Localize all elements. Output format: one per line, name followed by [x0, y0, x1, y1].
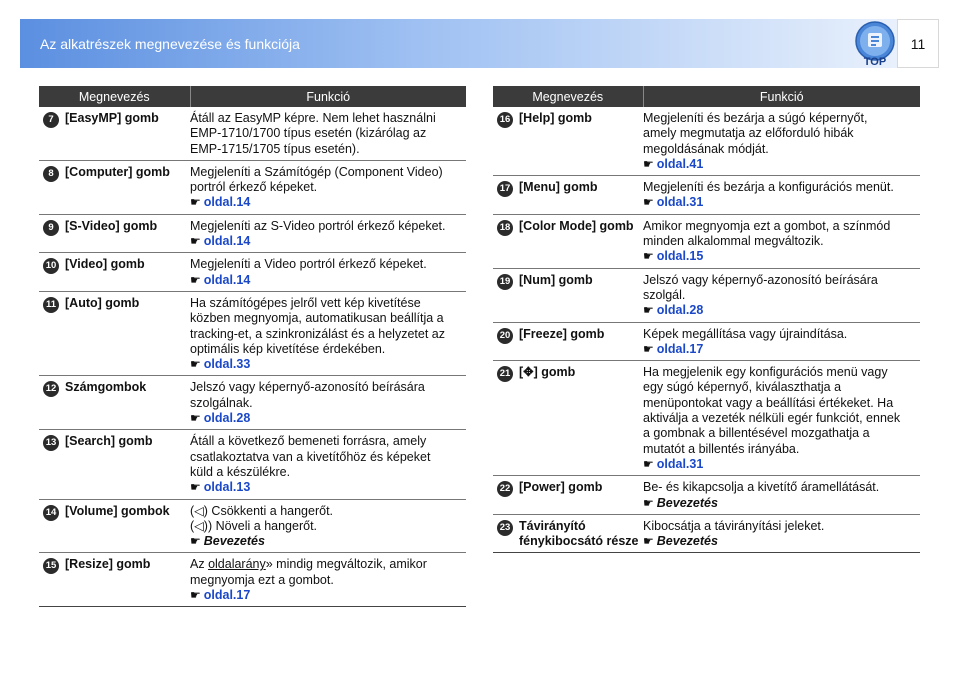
component-name: [S-Video] gomb: [65, 214, 190, 253]
table-row: [39, 160, 466, 214]
component-function: [643, 214, 920, 268]
function-line: amely megmutatja az előforduló hibák: [643, 126, 854, 141]
component-function: [190, 107, 466, 160]
component-function: [643, 268, 920, 322]
page-reference[interactable]: [643, 303, 918, 318]
function-line: megoldásának módját.: [643, 141, 769, 156]
row-number-cell: [39, 553, 65, 607]
item-number-badge: 23: [497, 520, 513, 536]
page-number: 11: [897, 19, 939, 68]
pointing-hand-icon: ☛: [190, 357, 201, 372]
function-line: [190, 557, 464, 572]
page-link[interactable]: oldal.14: [203, 234, 251, 249]
function-line: optimális kép kivetítése érdekében.: [190, 341, 386, 356]
component-name: [Help] gomb: [519, 107, 643, 176]
column-header-function: Funkció: [643, 86, 920, 107]
component-name: [Freeze] gomb: [519, 322, 643, 361]
function-line: menüpontokat vagy a beállítási értékeket. Ha: [643, 395, 894, 410]
pointing-hand-icon: ☛: [643, 495, 654, 510]
table-row: [39, 499, 466, 553]
row-number-cell: [493, 176, 519, 215]
function-line: EMP-1710/1700 típus esetén (kizárólag az: [190, 126, 427, 141]
page-reference[interactable]: [190, 480, 464, 495]
page-reference[interactable]: [190, 411, 464, 426]
table-row: [493, 107, 920, 176]
component-function: [190, 499, 466, 553]
function-line: szolgálnak.: [190, 395, 253, 410]
page-link[interactable]: oldal.31: [656, 195, 704, 210]
function-line: Kibocsátja a távirányítási jeleket.: [643, 518, 825, 533]
page-title: Az alkatrészek megnevezése és funkciója: [40, 36, 300, 52]
component-name: [Color Mode] gomb: [519, 214, 643, 268]
document-reference[interactable]: [643, 496, 918, 511]
page-reference[interactable]: [643, 457, 918, 472]
item-number-badge: 8: [43, 166, 59, 182]
pointing-hand-icon: ☛: [190, 588, 201, 603]
function-line: EMP-1715/1705 típus esetén).: [190, 141, 360, 156]
row-number-cell: [493, 107, 519, 176]
function-line: minden alkalommal megváltozik.: [643, 234, 824, 249]
page-link[interactable]: oldal.15: [656, 249, 704, 264]
component-name: [Search] gomb: [65, 430, 190, 499]
row-number-cell: [493, 214, 519, 268]
row-number-cell: [39, 253, 65, 292]
row-number-cell: [493, 361, 519, 476]
page-link[interactable]: oldal.14: [203, 195, 251, 210]
component-function: [190, 160, 466, 214]
function-line: szolgál.: [643, 287, 686, 302]
function-line: küld a készülékre.: [190, 464, 291, 479]
page-link[interactable]: oldal.13: [203, 480, 251, 495]
document-reference[interactable]: [190, 534, 464, 549]
row-number-cell: [493, 476, 519, 515]
glossary-link[interactable]: oldalarány: [208, 557, 266, 572]
component-name: [✥] gomb: [519, 361, 643, 476]
component-function: [190, 430, 466, 499]
pointing-hand-icon: ☛: [190, 234, 201, 249]
page-link[interactable]: oldal.14: [203, 272, 251, 287]
table-row: [493, 176, 920, 215]
component-function: [190, 553, 466, 607]
function-line: Megjeleníti a Számítógép (Component Video): [190, 164, 443, 179]
item-number-badge: 12: [43, 381, 59, 397]
function-line: Képek megállítása vagy újraindítása.: [643, 326, 848, 341]
function-line: közben megnyomja, automatikusan beállítja a: [190, 311, 444, 326]
guide-link[interactable]: Bevezetés: [656, 534, 718, 549]
left-component-table: [39, 86, 466, 607]
pointing-hand-icon: ☛: [190, 534, 201, 549]
item-number-badge: 18: [497, 220, 513, 236]
function-line: egy súgó képernyő, kiválaszthatja a: [643, 380, 842, 395]
item-number-badge: 10: [43, 258, 59, 274]
row-number-cell: [39, 160, 65, 214]
function-line: mutatót a billentés irányába.: [643, 441, 800, 456]
row-number-cell: [493, 322, 519, 361]
function-text: Az: [190, 557, 209, 572]
component-name: [Resize] gomb: [65, 553, 190, 607]
column-header-name: Megnevezés: [39, 86, 190, 107]
item-number-badge: 16: [497, 112, 513, 128]
guide-link[interactable]: Bevezetés: [656, 495, 718, 510]
row-number-cell: [493, 268, 519, 322]
page-link[interactable]: oldal.41: [656, 156, 704, 171]
row-number-cell: [39, 499, 65, 553]
item-number-badge: 15: [43, 558, 59, 574]
page-link[interactable]: oldal.28: [656, 303, 704, 318]
document-reference[interactable]: [643, 534, 918, 549]
component-function: [643, 361, 920, 476]
row-number-cell: [39, 430, 65, 499]
pointing-hand-icon: ☛: [643, 195, 654, 210]
function-line: (◁) Csökkenti a hangerőt.: [190, 503, 334, 518]
function-line: aktiválja a vezeték nélküli egér funkciót, ennek: [643, 411, 901, 426]
component-name: [Menu] gomb: [519, 176, 643, 215]
column-header-function: Funkció: [190, 86, 466, 107]
table-row: [39, 253, 466, 292]
function-line: Megjeleníti és bezárja a konfigurációs menüt.: [643, 180, 894, 195]
component-name: [EasyMP] gomb: [65, 107, 190, 160]
row-number-cell: [39, 107, 65, 160]
page-reference[interactable]: [643, 157, 918, 172]
component-function: [190, 214, 466, 253]
item-number-badge: 17: [497, 181, 513, 197]
component-function: [643, 107, 920, 176]
page-reference[interactable]: [643, 195, 918, 210]
pointing-hand-icon: ☛: [643, 534, 654, 549]
component-function: [643, 514, 920, 553]
component-function: [190, 253, 466, 292]
pointing-hand-icon: ☛: [643, 156, 654, 171]
table-row: [39, 376, 466, 430]
page-link[interactable]: oldal.17: [203, 588, 251, 603]
pointing-hand-icon: ☛: [643, 341, 654, 356]
table-row: [39, 214, 466, 253]
pointing-hand-icon: ☛: [643, 456, 654, 471]
row-number-cell: [493, 514, 519, 553]
component-name: [Auto] gomb: [65, 291, 190, 375]
function-line: Jelszó vagy képernyő-azonosító beírására: [190, 380, 425, 395]
right-component-table: [493, 86, 920, 553]
component-function: [190, 291, 466, 375]
table-row: [493, 514, 920, 553]
page-reference[interactable]: [190, 357, 464, 372]
page-reference[interactable]: [190, 195, 464, 210]
table-row: [39, 107, 466, 160]
column-header-name: Megnevezés: [493, 86, 643, 107]
pointing-hand-icon: ☛: [190, 480, 201, 495]
component-name: Távirányító fénykibocsátó része: [519, 514, 643, 553]
item-number-badge: 13: [43, 435, 59, 451]
component-function: [643, 176, 920, 215]
component-function: [643, 476, 920, 515]
component-name: [Video] gomb: [65, 253, 190, 292]
function-line: Megjeleníti és bezárja a súgó képernyőt,: [643, 111, 868, 125]
component-name: [Computer] gomb: [65, 160, 190, 214]
item-number-badge: 20: [497, 328, 513, 344]
table-row: [493, 476, 920, 515]
page-reference[interactable]: [190, 234, 464, 249]
function-line: portról érkező képeket.: [190, 180, 318, 195]
page-reference[interactable]: [190, 273, 464, 288]
table-row: [493, 268, 920, 322]
item-number-badge: 9: [43, 220, 59, 236]
table-row: [493, 322, 920, 361]
function-line: Jelszó vagy képernyő-azonosító beírására: [643, 272, 878, 287]
page-reference[interactable]: [643, 249, 918, 264]
row-number-cell: [39, 291, 65, 375]
function-line: Be- és kikapcsolja a kivetítő áramellátását.: [643, 480, 880, 495]
function-line: Átáll az EasyMP képre. Nem lehet használni: [190, 111, 436, 125]
component-function: [643, 322, 920, 361]
pointing-hand-icon: ☛: [643, 249, 654, 264]
component-name: [Num] gomb: [519, 268, 643, 322]
row-number-cell: [39, 214, 65, 253]
function-line: megnyomja ezt a gombot.: [190, 572, 334, 587]
function-line: tracking-et, a szinkronizálást és a helyzetet az: [190, 326, 445, 341]
function-line: Ha megjelenik egy konfigurációs menü vagy: [643, 365, 888, 380]
function-line: Megjeleníti a Video portról érkező képeket.: [190, 257, 427, 272]
page-link[interactable]: oldal.31: [656, 456, 704, 471]
table-row: [493, 214, 920, 268]
page-link[interactable]: oldal.33: [203, 357, 251, 372]
function-text: » mindig megváltozik, amikor: [265, 557, 427, 572]
pointing-hand-icon: ☛: [190, 195, 201, 210]
page-reference[interactable]: [190, 588, 464, 603]
top-home-icon[interactable]: [852, 19, 898, 67]
function-line: Megjeleníti az S-Video portról érkező képeket.: [190, 218, 446, 233]
pointing-hand-icon: ☛: [190, 411, 201, 426]
function-line: Ha számítógépes jelről vett kép kivetítése: [190, 295, 421, 310]
component-name: [Power] gomb: [519, 476, 643, 515]
function-line: Átáll a következő bemeneti forrásra, amely: [190, 434, 427, 449]
item-number-badge: 7: [43, 112, 59, 128]
pointing-hand-icon: ☛: [190, 272, 201, 287]
table-row: [493, 361, 920, 476]
row-number-cell: [39, 376, 65, 430]
item-number-badge: 14: [43, 505, 59, 521]
item-number-badge: 11: [43, 297, 59, 313]
function-line: Amikor megnyomja ezt a gombot, a színmód: [643, 218, 891, 233]
item-number-badge: 22: [497, 481, 513, 497]
function-line: csatlakoztatva van a kivetítőhöz és képeket: [190, 449, 431, 464]
page-header-bar: [20, 19, 897, 68]
component-name: [Volume] gombok: [65, 499, 190, 553]
table-row: [39, 291, 466, 375]
function-line: (◁)) Növeli a hangerőt.: [190, 518, 318, 533]
component-name: Számgombok: [65, 376, 190, 430]
pointing-hand-icon: ☛: [643, 303, 654, 318]
page-link[interactable]: oldal.17: [656, 341, 704, 356]
table-row: [39, 430, 466, 499]
item-number-badge: 19: [497, 274, 513, 290]
table-row: [39, 553, 466, 607]
item-number-badge: 21: [497, 366, 513, 382]
function-line: a gombnak a billentésével mozgathatja a: [643, 426, 870, 441]
page-link[interactable]: oldal.28: [203, 411, 251, 426]
page-reference[interactable]: [643, 342, 918, 357]
component-function: [190, 376, 466, 430]
svg-text:TOP: TOP: [863, 56, 887, 67]
guide-link[interactable]: Bevezetés: [203, 534, 265, 549]
